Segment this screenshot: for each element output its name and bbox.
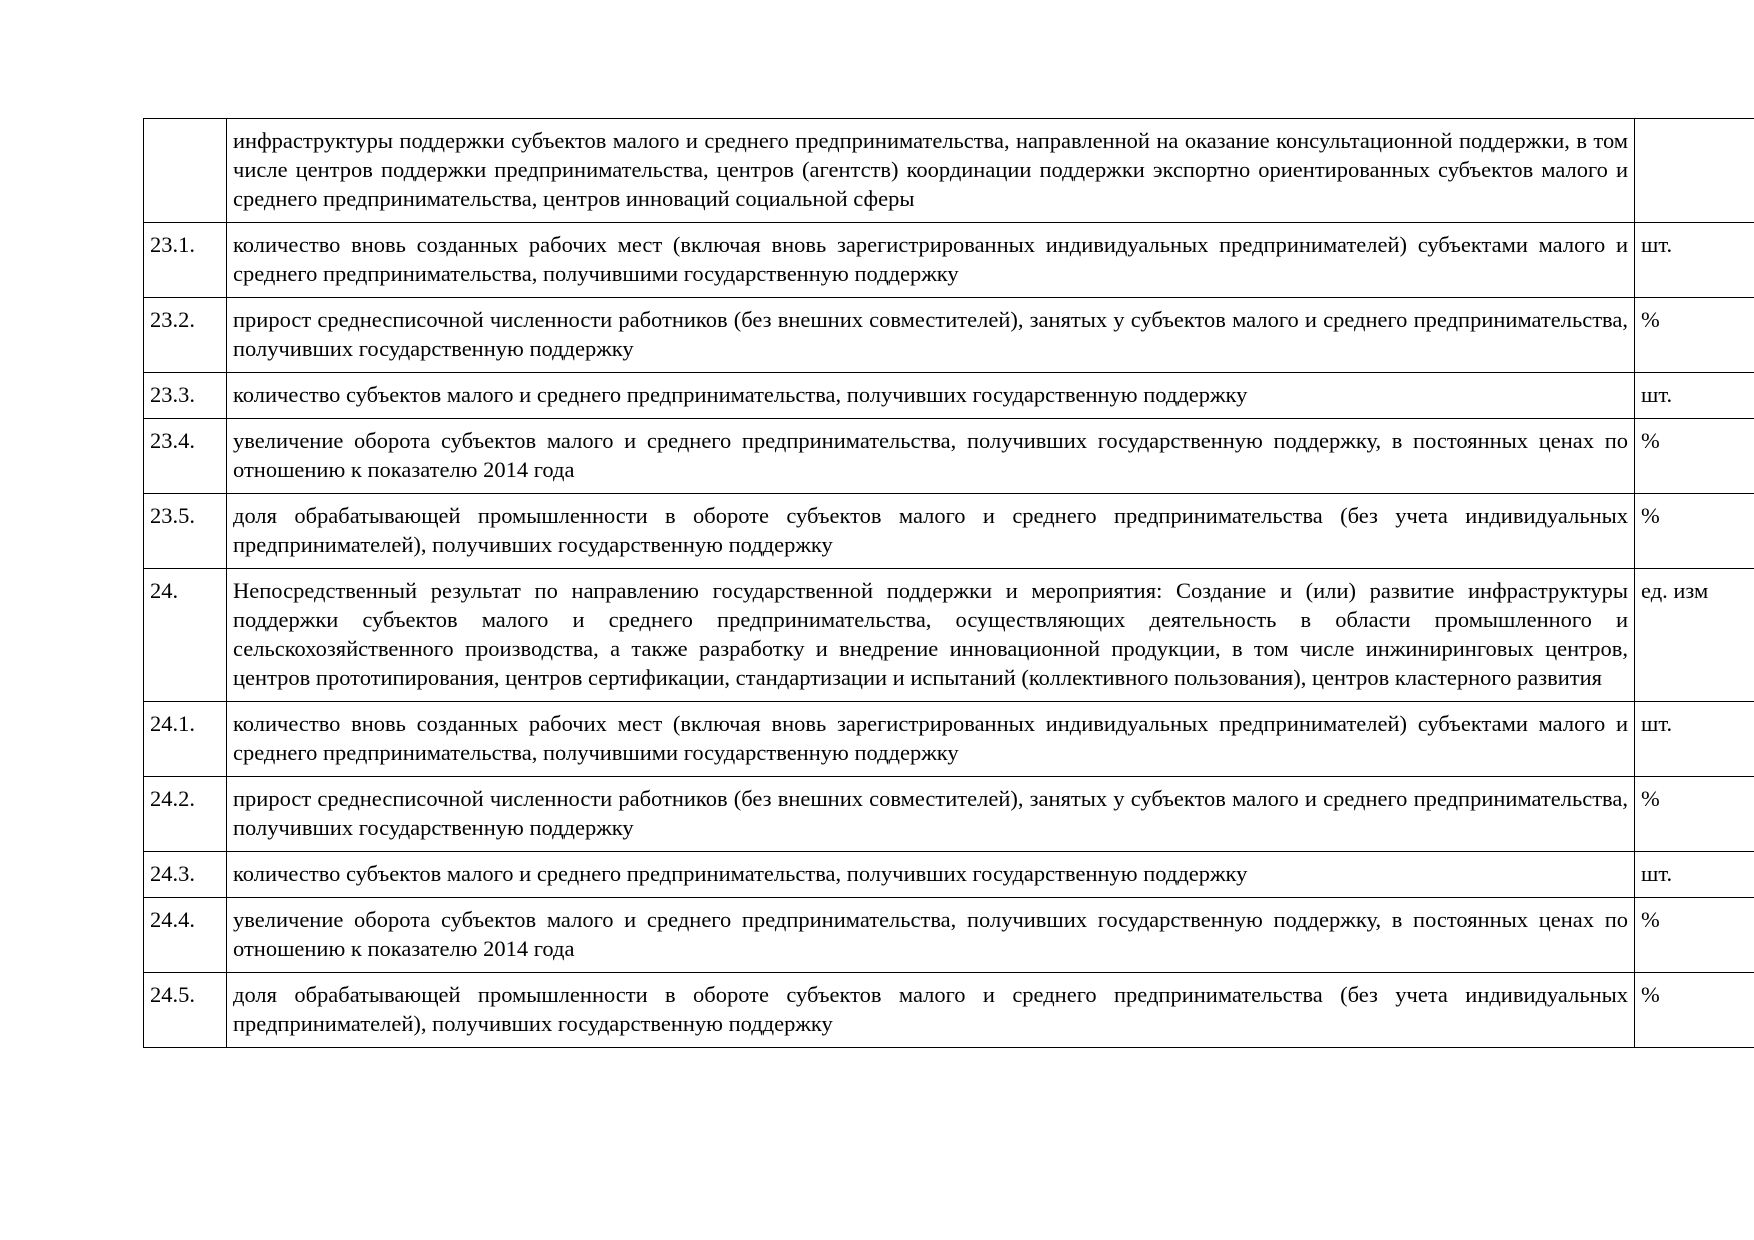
row-unit: % bbox=[1635, 777, 1754, 852]
row-number: 23.2. bbox=[144, 298, 227, 373]
table-row bbox=[144, 419, 1754, 494]
row-description: количество субъектов малого и среднего предпринимательства, получивших государственную поддержку bbox=[227, 373, 1635, 419]
table-row bbox=[144, 777, 1754, 852]
table-row bbox=[144, 702, 1754, 777]
row-unit: % bbox=[1635, 898, 1754, 973]
row-number: 23.4. bbox=[144, 419, 227, 494]
row-unit bbox=[1635, 119, 1754, 223]
row-number: 24.3. bbox=[144, 852, 227, 898]
row-description: количество субъектов малого и среднего предпринимательства, получивших государственную поддержку bbox=[227, 852, 1635, 898]
table-row bbox=[144, 973, 1754, 1048]
table-row bbox=[144, 852, 1754, 898]
row-description: увеличение оборота субъектов малого и среднего предпринимательства, получивших государственную поддержку, в постоянных ценах по отношению к показателю 2014 года bbox=[227, 898, 1635, 973]
row-number: 24.1. bbox=[144, 702, 227, 777]
row-number: 23.5. bbox=[144, 494, 227, 569]
row-number: 24. bbox=[144, 569, 227, 702]
row-number: 24.4. bbox=[144, 898, 227, 973]
row-number: 24.5. bbox=[144, 973, 227, 1048]
row-description: количество вновь созданных рабочих мест (включая вновь зарегистрированных индивидуальных предпринимателей) субъектами малого и среднего предпринимательства, получившими государственную поддержку bbox=[227, 702, 1635, 777]
row-unit: % bbox=[1635, 973, 1754, 1048]
table-row bbox=[144, 298, 1754, 373]
row-description: доля обрабатывающей промышленности в обороте субъектов малого и среднего предпринимательства (без учета индивидуальных предпринимателей), получивших государственную поддержку bbox=[227, 973, 1635, 1048]
row-unit: шт. bbox=[1635, 373, 1754, 419]
row-unit: шт. bbox=[1635, 852, 1754, 898]
row-description: Непосредственный результат по направлению государственной поддержки и мероприятия: Создание и (или) развитие инфраструктуры поддержки субъектов малого и среднего предпринимательства, осуществляющих деятельность в области промышленного и сельскохозяйственного производства, а также разработку и внедрение инновационной продукции, в том числе инжиниринговых центров, центров прототипирования, центров сертификации, стандартизации и испытаний (коллективного пользования), центров кластерного развития bbox=[227, 569, 1635, 702]
row-unit: ед. изм bbox=[1635, 569, 1754, 702]
row-unit: % bbox=[1635, 494, 1754, 569]
row-description: прирост среднесписочной численности работников (без внешних совместителей), занятых у субъектов малого и среднего предпринимательства, получивших государственную поддержку bbox=[227, 777, 1635, 852]
row-description: увеличение оборота субъектов малого и среднего предпринимательства, получивших государственную поддержку, в постоянных ценах по отношению к показателю 2014 года bbox=[227, 419, 1635, 494]
table-row bbox=[144, 119, 1754, 223]
table-row bbox=[144, 494, 1754, 569]
row-description: прирост среднесписочной численности работников (без внешних совместителей), занятых у субъектов малого и среднего предпринимательства, получивших государственную поддержку bbox=[227, 298, 1635, 373]
table-row bbox=[144, 373, 1754, 419]
row-unit: % bbox=[1635, 419, 1754, 494]
row-unit: шт. bbox=[1635, 223, 1754, 298]
row-description: инфраструктуры поддержки субъектов малого и среднего предпринимательства, направленной на оказание консультационной поддержки, в том числе центров поддержки предпринимательства, центров (агентств) координации поддержки экспортно ориентированных субъектов малого и среднего предпринимательства, центров инноваций социальной сферы bbox=[227, 119, 1635, 223]
row-number: 24.2. bbox=[144, 777, 227, 852]
row-description: доля обрабатывающей промышленности в обороте субъектов малого и среднего предпринимательства (без учета индивидуальных предпринимателей), получивших государственную поддержку bbox=[227, 494, 1635, 569]
row-description: количество вновь созданных рабочих мест (включая вновь зарегистрированных индивидуальных предпринимателей) субъектами малого и среднего предпринимательства, получившими государственную поддержку bbox=[227, 223, 1635, 298]
row-number bbox=[144, 119, 227, 223]
row-number: 23.3. bbox=[144, 373, 227, 419]
row-unit: шт. bbox=[1635, 702, 1754, 777]
row-unit: % bbox=[1635, 298, 1754, 373]
table-row bbox=[144, 569, 1754, 702]
table-row bbox=[144, 223, 1754, 298]
row-number: 23.1. bbox=[144, 223, 227, 298]
table-row bbox=[144, 898, 1754, 973]
indicators-table bbox=[143, 118, 1754, 1048]
